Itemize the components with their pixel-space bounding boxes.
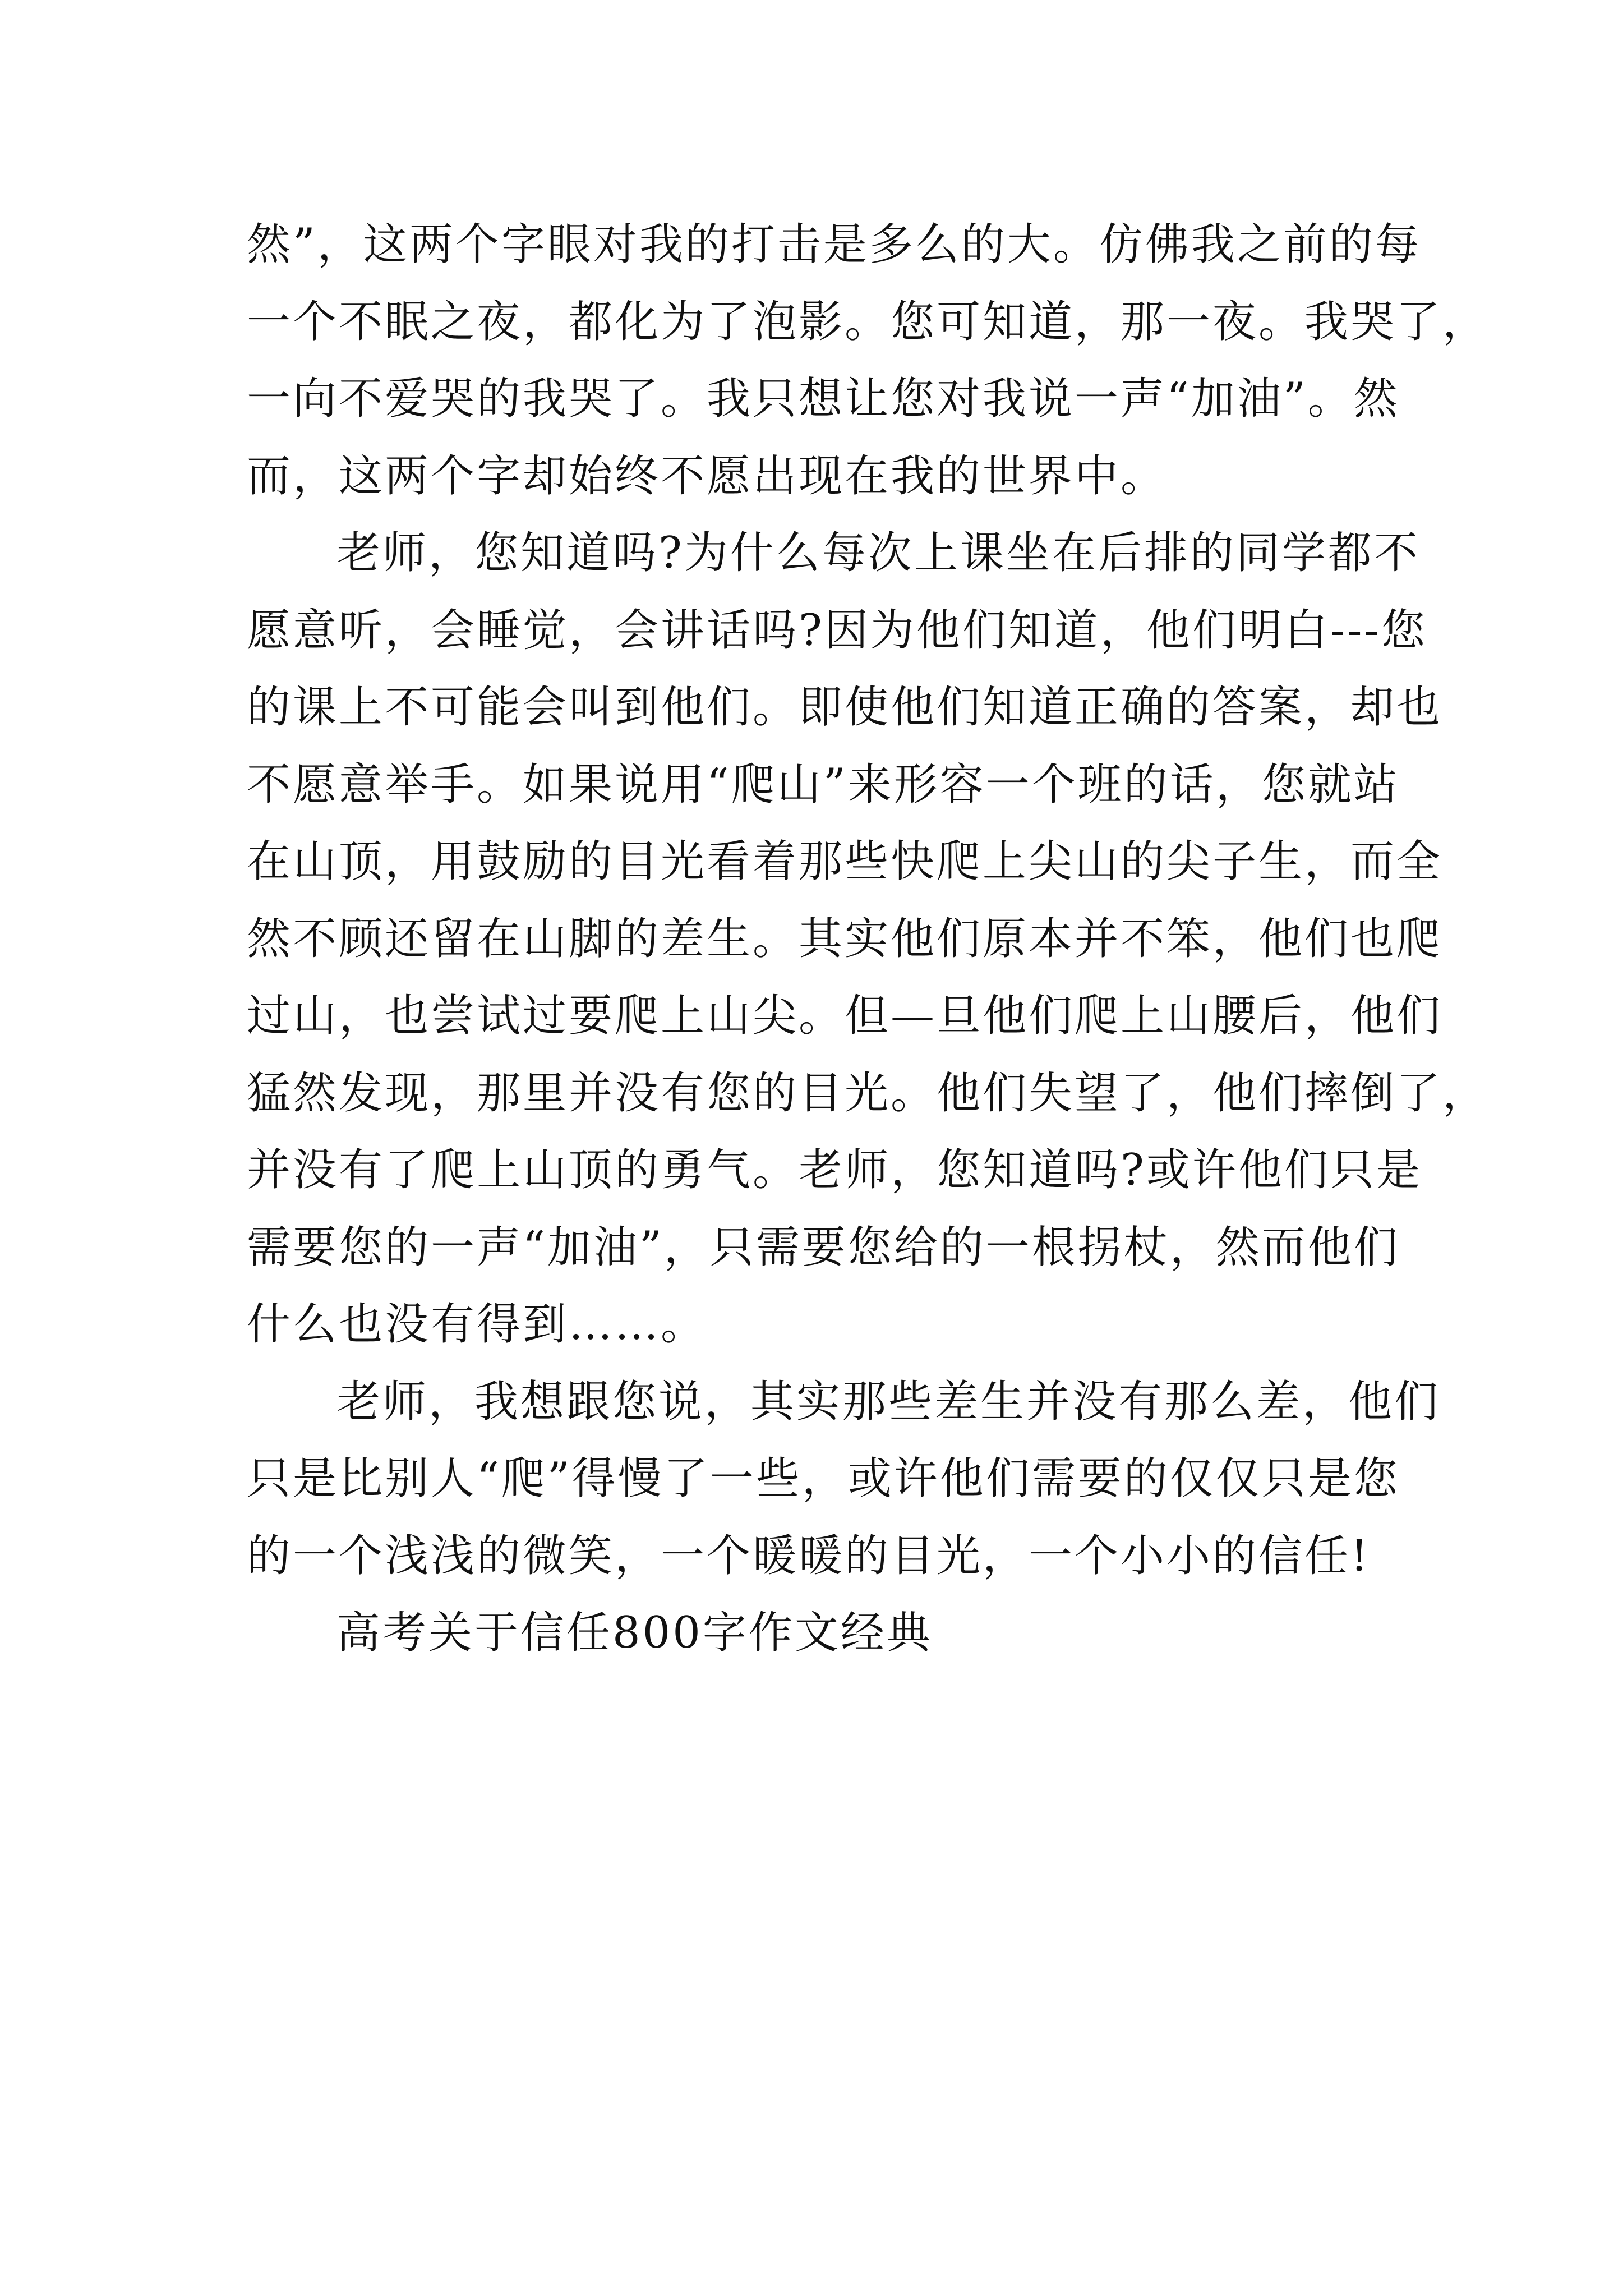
text-line: 需要您的一声“加油”，只需要您给的一根拐杖，然而他们 (247, 1222, 1400, 1273)
text-line: 的课上不可能会叫到他们。即使他们知道正确的答案，却也 (247, 682, 1443, 733)
text-line: 然”，这两个字眼对我的打击是多么的大。仿佛我之前的每 (247, 219, 1421, 270)
text-line: 不愿意举手。如果说用“爬山”来形容一个班的话，您就站 (247, 759, 1400, 810)
text-line: 愿意听，会睡觉，会讲话吗?因为他们知道，他们明白---您 (247, 605, 1427, 656)
paragraph-first-line: 老师，您知道吗?为什么每次上课坐在后排的同学都不 (336, 528, 1420, 578)
text-line: 什么也没有得到……。 (247, 1299, 707, 1350)
text-line: 一向不爱哭的我哭了。我只想让您对我说一声“加油”。然 (247, 374, 1400, 424)
paragraph-first-line: 老师，我想跟您说，其实那些差生并没有那么差，他们 (336, 1376, 1441, 1427)
text-line: 一个不眠之夜，都化为了泡影。您可知道，那一夜。我哭了， (247, 296, 1489, 347)
text-line: 然不顾还留在山脚的差生。其实他们原本并不笨，他们也爬 (247, 913, 1443, 964)
text-line: 在山顶，用鼓励的目光看着那些快爬上尖山的尖子生，而全 (247, 836, 1443, 887)
essay-title-footer: 高考关于信任800字作文经典 (336, 1608, 933, 1658)
text-line: 过山，也尝试过要爬上山尖。但—旦他们爬上山腰后，他们 (247, 991, 1443, 1041)
text-line: 的一个浅浅的微笑，一个暖暖的目光，一个小小的信任! (247, 1530, 1371, 1581)
essay-body (247, 206, 1489, 1672)
text-line: 只是比别人“爬”得慢了一些，或许他们需要的仅仅只是您 (247, 1453, 1400, 1504)
text-line: 而，这两个字却始终不愿出现在我的世界中。 (247, 450, 1167, 501)
text-line: 并没有了爬上山顶的勇气。老师，您知道吗?或许他们只是 (247, 1145, 1422, 1195)
text-line: 猛然发现，那里并没有您的目光。他们失望了，他们摔倒了， (247, 1068, 1489, 1119)
